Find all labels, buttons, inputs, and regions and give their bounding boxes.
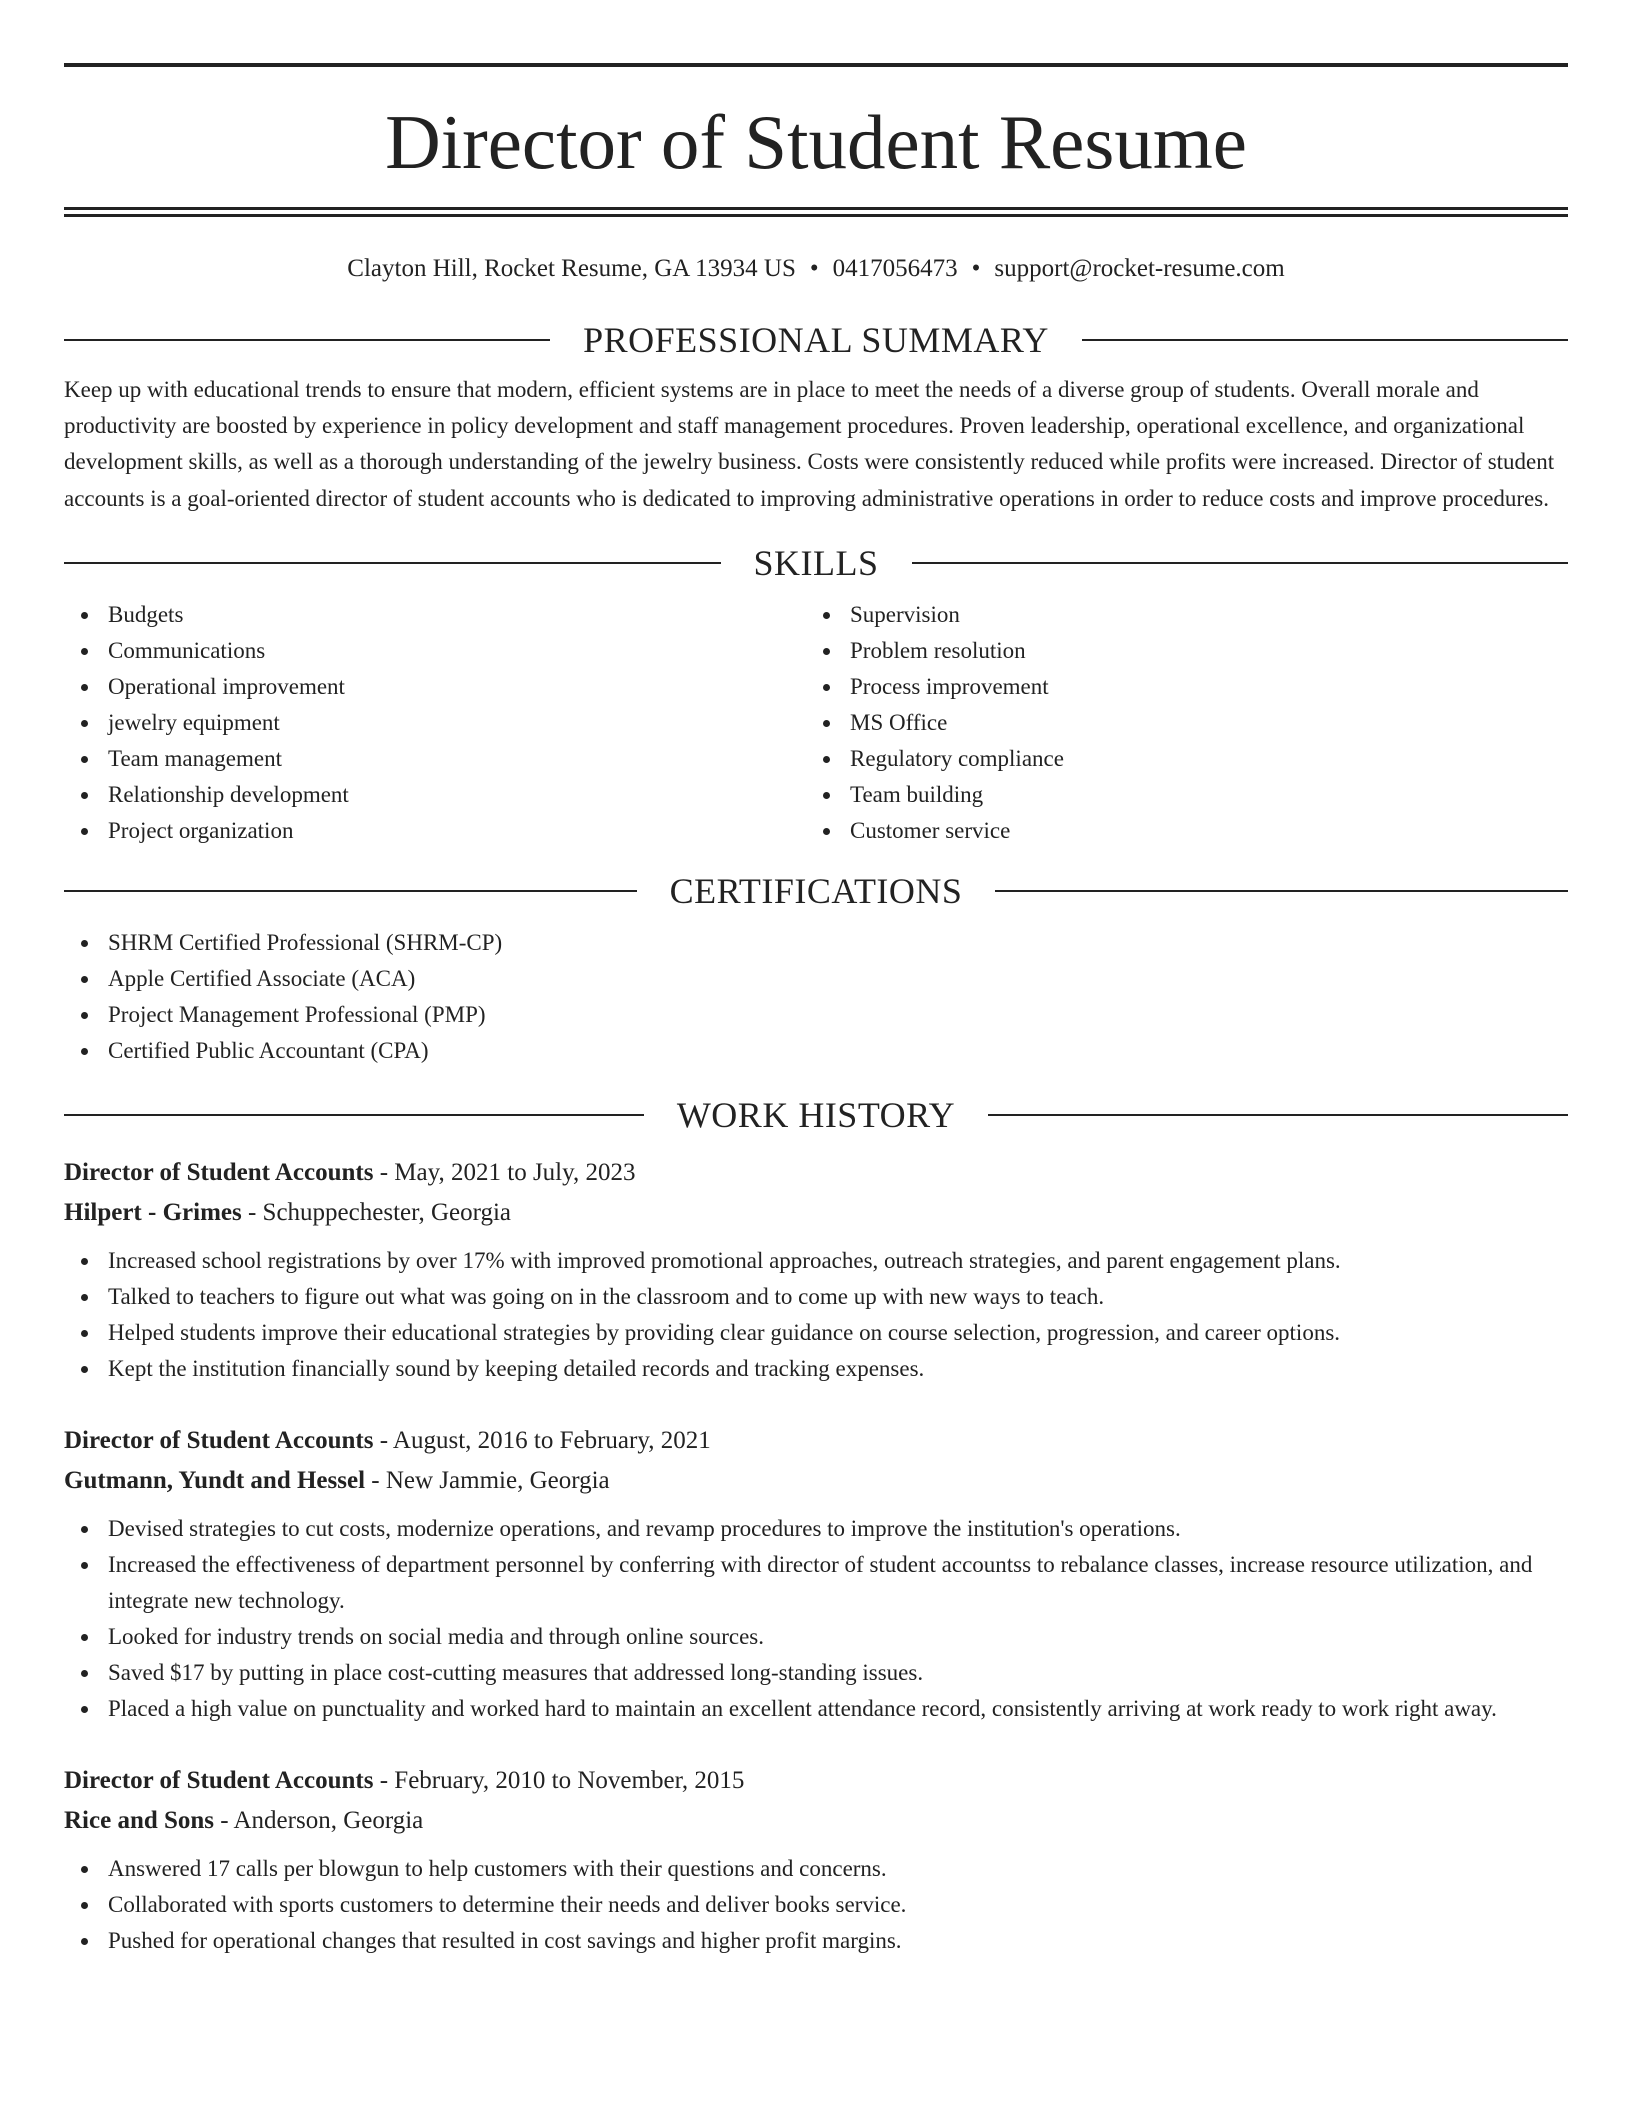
top-rule xyxy=(64,63,1568,67)
job-location: - Schuppechester, Georgia xyxy=(241,1198,512,1226)
skill-item: Customer service xyxy=(806,813,1548,849)
contact-separator: • xyxy=(971,255,981,282)
job-title-line xyxy=(64,1421,1568,1461)
resume-page xyxy=(64,0,1568,1959)
skill-item: Relationship development xyxy=(64,777,806,813)
job-company-line xyxy=(64,1461,1568,1501)
skill-item: MS Office xyxy=(806,705,1548,741)
certification-item: Project Management Professional (PMP) xyxy=(64,997,1568,1033)
heading-rule xyxy=(995,890,1568,892)
job-dates: - February, 2010 to November, 2015 xyxy=(373,1766,745,1794)
job-title: Director of Student Accounts xyxy=(64,1766,374,1794)
job-company: Hilpert - Grimes xyxy=(64,1198,242,1226)
heading-rule xyxy=(64,562,721,564)
job-dates: - May, 2021 to July, 2023 xyxy=(373,1158,636,1186)
job-bullet: Devised strategies to cut costs, modernize operations, and revamp procedures to improve the institution's operations. xyxy=(64,1511,1568,1547)
skill-item: Team management xyxy=(64,741,806,777)
job-bullet: Talked to teachers to figure out what was going on in the classroom and to come up with new ways to teach. xyxy=(64,1279,1568,1315)
job-bullet: Pushed for operational changes that resulted in cost savings and higher profit margins. xyxy=(64,1923,1568,1959)
resume-title: Director of Student Resume xyxy=(385,99,1247,185)
job-title: Director of Student Accounts xyxy=(64,1158,374,1186)
section-heading-work-history xyxy=(64,1091,1568,1139)
job-title-line xyxy=(64,1761,1568,1801)
section-heading-summary xyxy=(64,316,1568,364)
job-title-line xyxy=(64,1153,1568,1193)
job-company: Rice and Sons xyxy=(64,1806,215,1834)
contact-line xyxy=(64,252,1568,286)
section-title: SKILLS xyxy=(753,542,879,583)
job-location: - Anderson, Georgia xyxy=(214,1806,424,1834)
skill-item: Project organization xyxy=(64,813,806,849)
skill-item: jewelry equipment xyxy=(64,705,806,741)
job-bullet: Increased the effectiveness of department personnel by conferring with director of student accountss to rebalance classes, increase resource utilization, and integrate new technology. xyxy=(64,1547,1568,1619)
job-entry xyxy=(64,1421,1568,1727)
job-company-line xyxy=(64,1801,1568,1841)
section-heading-certifications xyxy=(64,867,1568,915)
job-entry xyxy=(64,1153,1568,1387)
job-bullet: Answered 17 calls per blowgun to help customers with their questions and concerns. xyxy=(64,1851,1568,1887)
contact-address: Clayton Hill, Rocket Resume, GA 13934 US xyxy=(347,255,796,282)
job-bullet: Placed a high value on punctuality and worked hard to maintain an excellent attendance record, consistently arriving at work ready to work right away. xyxy=(64,1691,1568,1727)
contact-separator: • xyxy=(809,255,819,282)
certifications-list xyxy=(64,925,1568,1069)
summary-paragraph: Keep up with educational trends to ensure that modern, efficient systems are in place to meet the needs of a diverse group of students. Overall morale and productivity are boosted by experience in policy development and staff management procedures. Proven leadership, operational excellence, and organizational development skills, as well as a thorough understanding of the jewelry business. Costs were consistently reduced while profits were increased. Director of student accounts is a goal-oriented director of student accounts who is dedicated to improving administrative operations in order to reduce costs and improve procedures. xyxy=(64,377,1555,511)
skills-column-right xyxy=(806,597,1548,849)
job-dates: - August, 2016 to February, 2021 xyxy=(373,1426,711,1454)
skill-item: Process improvement xyxy=(806,669,1548,705)
job-title: Director of Student Accounts xyxy=(64,1426,374,1454)
section-title: WORK HISTORY xyxy=(676,1094,956,1135)
section-title: CERTIFICATIONS xyxy=(669,870,963,911)
job-bullet: Collaborated with sports customers to determine their needs and deliver books service. xyxy=(64,1887,1568,1923)
heading-rule xyxy=(64,890,637,892)
job-bullets xyxy=(64,1851,1568,1959)
certification-item: Certified Public Accountant (CPA) xyxy=(64,1033,1568,1069)
heading-rule xyxy=(912,562,1569,564)
skill-item: Problem resolution xyxy=(806,633,1548,669)
job-company-line xyxy=(64,1193,1568,1233)
skill-item: Operational improvement xyxy=(64,669,806,705)
skills-list xyxy=(64,597,1568,849)
job-bullet: Helped students improve their educational strategies by providing clear guidance on course selection, progression, and career options. xyxy=(64,1315,1568,1351)
skill-item: Budgets xyxy=(64,597,806,633)
certification-item: SHRM Certified Professional (SHRM-CP) xyxy=(64,925,1568,961)
job-bullet: Looked for industry trends on social media and through online sources. xyxy=(64,1619,1568,1655)
section-heading-skills xyxy=(64,539,1568,587)
skill-item: Regulatory compliance xyxy=(806,741,1548,777)
heading-rule xyxy=(988,1114,1568,1116)
skill-item: Team building xyxy=(806,777,1548,813)
contact-phone: 0417056473 xyxy=(832,255,958,282)
job-entry xyxy=(64,1761,1568,1959)
job-bullet: Kept the institution financially sound by keeping detailed records and tracking expenses. xyxy=(64,1351,1568,1387)
job-location: - New Jammie, Georgia xyxy=(365,1466,610,1494)
job-bullets xyxy=(64,1243,1568,1387)
heading-rule xyxy=(64,339,550,341)
title-double-rule xyxy=(64,207,1568,217)
heading-rule xyxy=(1082,339,1568,341)
heading-rule xyxy=(64,1114,644,1116)
skill-item: Supervision xyxy=(806,597,1548,633)
skills-column-left xyxy=(64,597,806,849)
skill-item: Communications xyxy=(64,633,806,669)
job-company: Gutmann, Yundt and Hessel xyxy=(64,1466,366,1494)
job-bullet: Increased school registrations by over 17% with improved promotional approaches, outreach strategies, and parent engagement plans. xyxy=(64,1243,1568,1279)
contact-email: support@rocket-resume.com xyxy=(994,255,1285,282)
job-bullet: Saved $17 by putting in place cost-cutting measures that addressed long-standing issues. xyxy=(64,1655,1568,1691)
certification-item: Apple Certified Associate (ACA) xyxy=(64,961,1568,997)
job-bullets xyxy=(64,1511,1568,1727)
section-title: PROFESSIONAL SUMMARY xyxy=(583,320,1049,360)
